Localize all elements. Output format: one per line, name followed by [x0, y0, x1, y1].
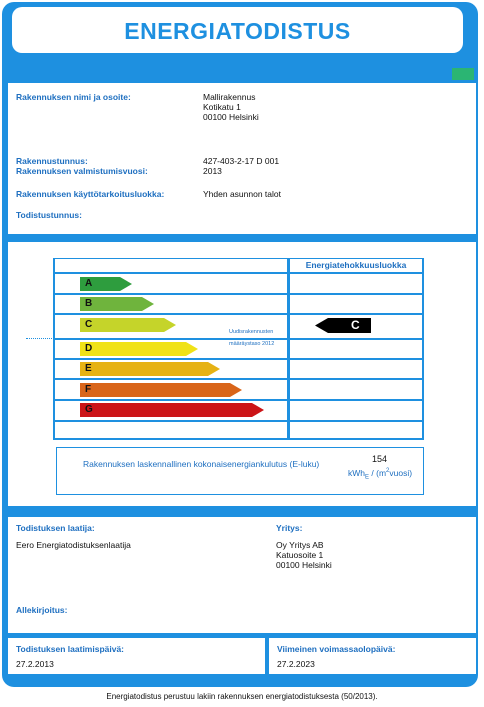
corner-mark [452, 68, 474, 80]
grid-header-right [290, 259, 422, 272]
building-name-line-2: Kotikatu 1 [203, 102, 241, 112]
author-value: Eero Energiatodistuksenlaatija [16, 540, 131, 550]
company-line-3: 00100 Helsinki [276, 560, 332, 570]
class-letter-b: B [85, 298, 93, 309]
consumption-label: Rakennuksen laskennallinen kokonaisenergiankulutus (E-luku) [83, 459, 320, 469]
issuer-panel [8, 517, 476, 633]
class-letter-b-wrap [80, 297, 154, 311]
building-info-panel [8, 83, 476, 234]
class-letter-c: C [85, 319, 93, 330]
certificate-id-label: Todistustunnus: [16, 210, 82, 220]
class-letter-f-wrap [80, 383, 242, 397]
consumption-unit-sub: E [365, 474, 370, 481]
grid-row-empty-left [55, 422, 287, 438]
grid-row-b-right [290, 295, 422, 313]
class-letter-f: F [85, 384, 92, 395]
grid-row-empty-right [290, 422, 422, 438]
company-line-1: Oy Yritys AB [276, 540, 324, 550]
company-label: Yritys: [276, 523, 303, 533]
consumption-value: 154 [372, 454, 388, 464]
page-title: ENERGIATODISTUS [124, 18, 351, 44]
valid-date-label: Viimeinen voimassaolopäivä: [277, 644, 396, 654]
building-name-label: Rakennuksen nimi ja osoite: [16, 92, 131, 102]
company-line-2: Katuosoite 1 [276, 550, 324, 560]
building-name-line-1: Mallirakennus [203, 92, 256, 102]
class-letter-e: E [85, 363, 92, 374]
efficiency-scale-grid [53, 258, 424, 440]
author-label: Todistuksen laatija: [16, 523, 95, 533]
class-letter-a: A [85, 278, 93, 289]
legal-footer: Energiatodistus perustuu lakiin rakennuksen energiatodistuksesta (50/2013). [106, 692, 378, 701]
building-class-value: Yhden asunnon talot [203, 189, 281, 199]
rating-arrow [315, 318, 371, 333]
class-letter-a-wrap [80, 277, 132, 291]
class-letter-d: D [85, 343, 93, 354]
consumption-unit-sup: 2 [386, 468, 390, 475]
signature-label: Allekirjoitus: [16, 605, 68, 615]
class-letter-g-wrap [80, 403, 264, 417]
building-name-line-3: 00100 Helsinki [203, 112, 259, 122]
valid-date-panel [269, 638, 476, 674]
building-year-value: 2013 [203, 166, 222, 176]
new-building-level-line [26, 338, 422, 339]
class-letter-d-wrap [80, 342, 198, 356]
grid-row-f-right [290, 380, 422, 399]
issued-date-panel [8, 638, 265, 674]
grid-row-e-right [290, 360, 422, 378]
consumption-unit-main: kWh [348, 468, 365, 478]
valid-date-value: 27.2.2023 [277, 659, 315, 669]
rating-letter: C [351, 318, 360, 332]
grid-header-left [55, 259, 287, 272]
building-id-value: 427-403-2-17 D 001 [203, 156, 280, 166]
class-letter-c-wrap [80, 318, 176, 332]
new-building-level-text-1: Uudisrakennusten [229, 329, 274, 335]
building-year-label: Rakennuksen valmistumisvuosi: [16, 166, 148, 176]
consumption-box [56, 447, 424, 495]
consumption-unit-rest: / (m [371, 468, 387, 478]
new-building-level-text-2: määräystaso 2012 [229, 341, 275, 347]
building-class-label: Rakennuksen käyttötarkoitusluokka: [16, 189, 165, 199]
grid-row-a-right [290, 274, 422, 293]
class-letter-e-wrap [80, 362, 220, 376]
consumption-unit [348, 468, 412, 481]
class-letter-g: G [85, 404, 93, 415]
grid-row-d-right [290, 340, 422, 358]
title-box [12, 7, 463, 53]
building-id-label: Rakennustunnus: [16, 156, 88, 166]
consumption-unit-end: vuosi) [389, 468, 413, 478]
efficiency-header: Energiatehokkuusluokka [305, 260, 407, 270]
issued-date-value: 27.2.2013 [16, 659, 54, 669]
grid-row-g-right [290, 401, 422, 420]
issued-date-label: Todistuksen laatimispäivä: [16, 644, 125, 654]
